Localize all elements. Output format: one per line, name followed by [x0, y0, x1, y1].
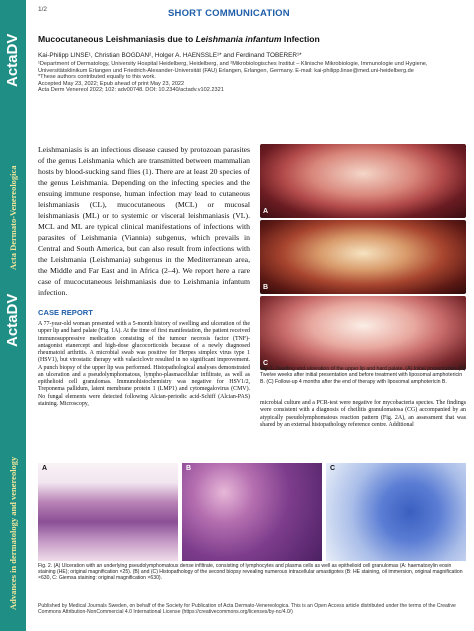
- article-page: [38, 0, 466, 631]
- left-column: [38, 144, 250, 408]
- figure-2-panel-a: [38, 463, 178, 561]
- author-list: Kai-Philipp LINSE¹, Christian BOGDAN², Holger A. HAENSSLE¹* and Ferdinand TOBERER¹*: [38, 52, 302, 59]
- title-suffix: Infection: [281, 34, 320, 44]
- journal-sidebar: [0, 0, 26, 631]
- figure-1: [260, 144, 466, 372]
- case-report-heading: CASE REPORT: [38, 308, 93, 317]
- journal-logo-mid: ActaDV: [4, 293, 21, 347]
- accepted-date: Accepted May 23, 2022; Epub ahead of print May 23, 2022: [38, 80, 185, 87]
- figure-2-label-b: B: [186, 465, 192, 472]
- figure-1-photo-c: [260, 296, 466, 370]
- figure-1-caption: Fig. 1. Swelling and ulceration of the upper lip and hard palate. (A) Initial presentation. (B) Twelve weeks after initial presentation and before treatment with liposomal amphotericin B. (C) Follow-up 4 months after the end of therapy with liposomal amphotericin B.: [260, 366, 466, 385]
- figure-1-label-a: A: [263, 208, 269, 215]
- affiliations: [38, 61, 463, 94]
- journal-logo-top: ActaDV: [4, 33, 21, 87]
- figure-2-label-a: A: [42, 465, 48, 472]
- license-footer: Published by Medical Journals Sweden, on behalf of the Society for Publication of Acta Dermato-Venereologica. This is an Open Access article distributed under the terms of the Creative Commons Attribution-NonCommercial 4.0 International License (https://creativecommons.org/licenses/by-nc/4.0/): [38, 603, 456, 616]
- title-prefix: Mucocutaneous Leishmaniasis due to: [38, 34, 196, 44]
- affiliation-1: ¹Department of Dermatology, University Hospital Heidelberg, Heidelberg, and ²Mikrobiologisches Institut – Klinische Mikrobiologie, Immunologie und Hygiene, Universitätsklinikum Erlangen und Friedrich-Alexander-Universität (FAU) Erlangen, Erlangen, Germany. E-mail: kai-philipp.linse@med.uni-heidelberg.de: [38, 61, 428, 74]
- figure-1-photo-b: [260, 220, 466, 294]
- figure-2-caption: Fig. 2. (A) Ulceration with an underlying pseudolymphomatous dense infiltrate, consisting of lymphocytes and plasma cells as well as epithelioid cell granulomas (A: haematoxylin eosin staining (HE); original magnification ×25). (B) and (C) Histopathology of the second biopsy revealing numerous intracellular amastigotes (B: HE staining, oil immersion, original magnification ×630, C: Giemsa staining: original magnification ×630).: [38, 563, 463, 582]
- figure-1-photo-a: [260, 144, 466, 218]
- section-label: SHORT COMMUNICATION: [168, 8, 290, 19]
- citation: Acta Derm Venereol 2022; 102: adv00748. DOI: 10.2340/actadv.v102.2321: [38, 87, 224, 94]
- case-report-paragraph: A 77-year-old woman presented with a 5-month history of swelling and ulceration of the upper lip and hard palate (Fig. 1A). At the time of first manifestation, the patient received immunosuppressive medication consisting of the tumour necrosis factor (TNF)-antagonist etanercept and high-dose glucocorticoids because of a newly diagnosed rheumatoid arthritis. A microbial swab was positive for Herpes simplex virus type 1 (HSV1), but virostatic therapy with valaciclovir resulted in no significant improvement. A punch biopsy of the upper lip was performed. Histopathological analyses demonstrated an ulceration and a pseudolymphomatous, lympho-plasmacellular infiltrate, as well as epithelioid cell granulomas. Immunohistochemistry was negative for HSV1/2, Treponema pallidum, latent membrane protein 1 (LMP1) and cytomegalovirus (CMV). No fungal elements were detected following Alcian-periodic acid-Schiff (Alcian-PAS) staining. Microscopy,: [38, 321, 250, 407]
- intro-paragraph: Leishmaniasis is an infectious disease caused by protozoan parasites of the genus Leishmania which are transmitted between mammalian hosts by blood-sucking sand flies (1). There are at least 20 species of the genus Leishmania. Depending on the infecting species and the ensuing immune response, human infection may lead to cutaneous leishmaniasis (CL), mucocutaneous (MCL) or mucosal leishmaniasis (ML) or to systemic or visceral leishmaniasis (VL). MCL and ML are typical clinical manifestations of infections with parasites of Leishmania (Viannia) subgenus, which prevails in Central and South America, but can also result from infections with the Leishmania (Leishmania) subgenus in the Mediterranean area, the Middle and Far East and in Africa (2–4). We report here a rare case of mucocutaneous leishmaniasis due to Leishmania infantum infection.: [38, 145, 250, 297]
- figure-2: [38, 463, 466, 561]
- title-species: Leishmania infantum: [195, 34, 282, 44]
- journal-band-lower: Advances in dermatology and venereology: [8, 456, 18, 610]
- figure-2-panel-b: [182, 463, 322, 561]
- right-column-paragraph: microbial culture and a PCR-test were negative for mycobacteria species. The findings were consistent with a diagnosis of cheilitis granulomatosa (CG) accompanied by an atypically pseudolymphomatous reaction pattern (Fig. 2A), an assessment that was shared by an external histopathology reference centre. Additional: [260, 400, 466, 428]
- article-title: [38, 34, 320, 44]
- figure-1-label-b: B: [263, 284, 269, 291]
- figure-2-panel-c: [326, 463, 466, 561]
- figure-2-label-c: C: [330, 465, 336, 472]
- affiliation-2: *These authors contributed equally to this work.: [38, 74, 156, 81]
- figure-1-label-c: C: [263, 360, 269, 367]
- page-number: 1/2: [38, 6, 48, 13]
- journal-band-upper: Acta Dermato-Venereologica: [8, 165, 18, 270]
